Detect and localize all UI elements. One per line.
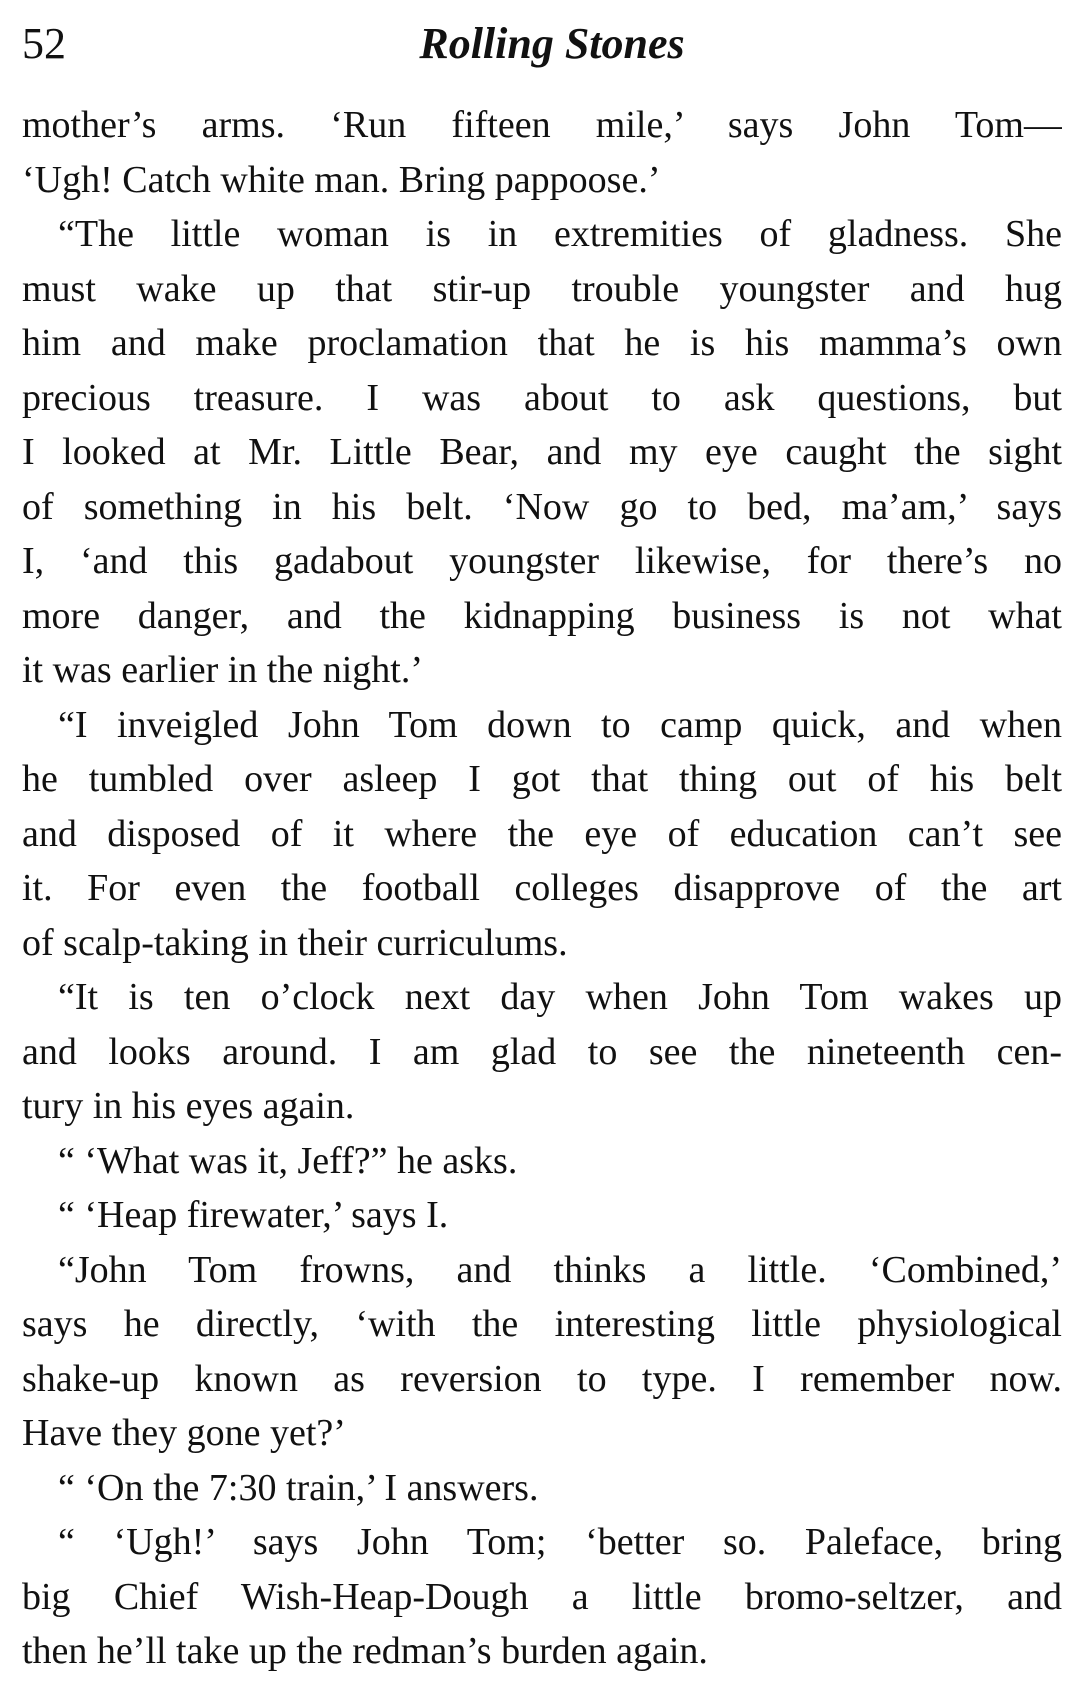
text-line: “ ‘Ugh!’ says John Tom; ‘better so. Paleface, bring <box>58 1521 1062 1563</box>
text-line: big Chief Wish-Heap-Dough a little bromo-seltzer, and <box>22 1575 1062 1618</box>
text-line: tury in his eyes again. <box>22 1085 355 1127</box>
text-line: it was earlier in the night.’ <box>22 649 423 691</box>
text-line: “I inveigled John Tom down to camp quick, and when <box>58 703 1062 746</box>
text-line: and looks around. I am glad to see the nineteenth cen- <box>22 1030 1062 1073</box>
text-line: ‘Ugh! Catch white man. Bring pappoose.’ <box>22 158 661 201</box>
page-header <box>22 14 1062 74</box>
text-line: precious treasure. I was about to ask questions, but <box>22 376 1062 419</box>
text-line: he tumbled over asleep I got that thing out of his belt <box>22 758 1062 800</box>
text-line: “John Tom frowns, and thinks a little. ‘Combined,’ <box>58 1248 1062 1291</box>
text-line: must wake up that stir-up trouble youngster and hug <box>22 267 1062 310</box>
text-line: of something in his belt. ‘Now go to bed, ma’am,’ says <box>22 485 1062 528</box>
text-line: and disposed of it where the eye of education can’t see <box>22 812 1062 855</box>
text-line: him and make proclamation that he is his mamma’s own <box>22 322 1062 364</box>
page-number: 52 <box>22 19 66 68</box>
text-line: shake-up known as reversion to type. I remember now. <box>22 1357 1062 1400</box>
text-line: “ ‘On the 7:30 train,’ I answers. <box>58 1466 539 1509</box>
text-line: “It is ten o’clock next day when John Tom wakes up <box>58 976 1062 1018</box>
body-text <box>22 98 1062 1679</box>
text-line: then he’ll take up the redman’s burden again. <box>22 1630 708 1672</box>
text-line: of scalp-taking in their curriculums. <box>22 921 568 964</box>
text-line: says he directly, ‘with the interesting little physiological <box>22 1303 1062 1345</box>
text-line: I looked at Mr. Little Bear, and my eye caught the sight <box>22 431 1062 473</box>
text-line: “The little woman is in extremities of gladness. She <box>58 213 1062 255</box>
text-line: “ ‘What was it, Jeff?” he asks. <box>58 1139 518 1182</box>
text-line: it. For even the football colleges disapprove of the art <box>22 867 1062 909</box>
text-line: Have they gone yet?’ <box>22 1412 346 1454</box>
text-line: I, ‘and this gadabout youngster likewise, for there’s no <box>22 540 1062 582</box>
text-line: mother’s arms. ‘Run fifteen mile,’ says John Tom— <box>22 104 1062 146</box>
text-line: more danger, and the kidnapping business is not what <box>22 594 1062 637</box>
running-title: Rolling Stones <box>419 19 685 68</box>
text-line: “ ‘Heap firewater,’ says I. <box>58 1194 449 1236</box>
